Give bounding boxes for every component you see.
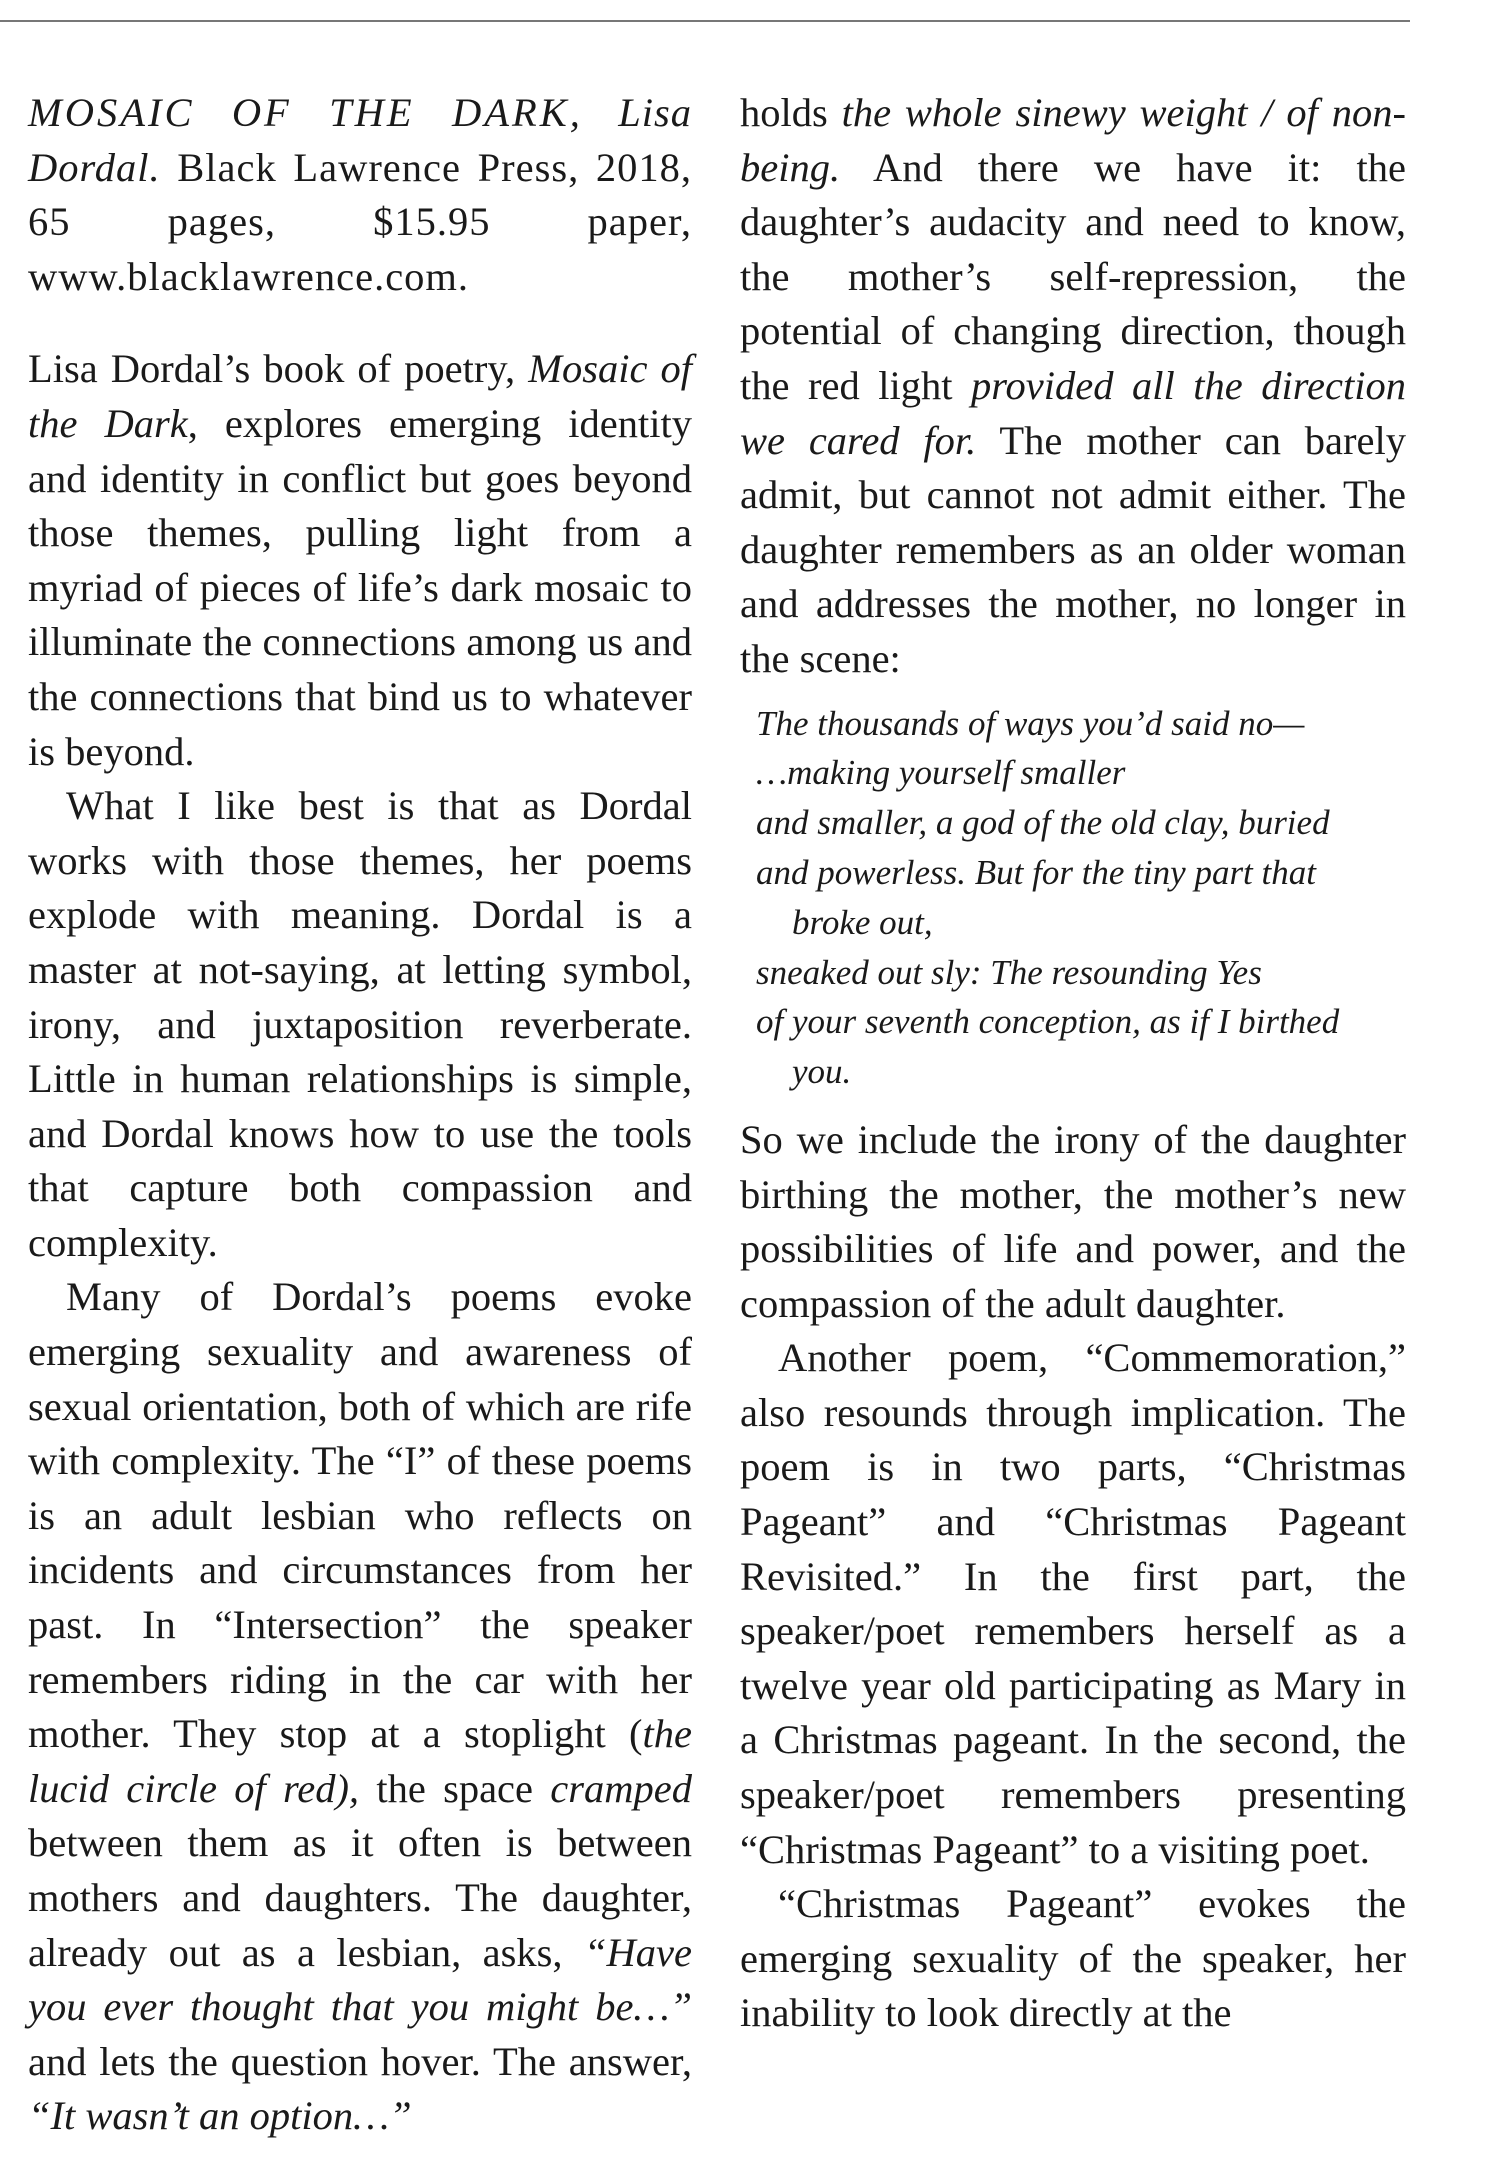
poem-line: …making yourself smaller bbox=[756, 753, 1126, 793]
book-title-inline: Mosaic of the Dark bbox=[28, 346, 692, 446]
quoted-phrase: the lucid circle of red), bbox=[28, 1711, 692, 1811]
review-paragraph-6: Another poem, “Commemoration,” also resounds through implication. The poem is in two parts, “Christmas Pageant” and “Christmas Pageant Revisited.” In the first part, the speaker/poet remembers herself as a twelve year old participating as Mary in a Christmas pageant. In the second, the speaker/poet remembers presenting “Christmas Pageant” to a visiting poet. bbox=[740, 1335, 1406, 1872]
book-details: Black Lawrence Press, 2018, 65 pages, $15.95 paper, www.blacklawrence.com. bbox=[28, 144, 692, 299]
poem-line: of your seventh conception, as if I birthed bbox=[756, 1002, 1340, 1042]
review-paragraph-4 bbox=[740, 86, 1406, 687]
review-paragraph-1 bbox=[28, 342, 692, 779]
text-run: holds bbox=[740, 90, 842, 135]
poem-excerpt bbox=[756, 699, 1406, 1097]
book-title: MOSAIC OF THE DARK, bbox=[28, 90, 583, 135]
text-run: the space bbox=[359, 1765, 551, 1811]
text-run: Lisa Dordal’s book of poetry, bbox=[28, 346, 529, 392]
poem-line: The thousands of ways you’d said no— bbox=[756, 703, 1305, 743]
text-run: Many of Dordal’s poems evoke emerging sexuality and awareness of sexual orientation, both of which are rife with complexity. The “I” of these poems is an adult lesbian who reflects on incidents and circumstances from her past. In “Intersection” the speaker remembers riding in the car with her mother. They stop at a stoplight ( bbox=[28, 1274, 692, 1757]
text-run: , explores emerging identity and identity in conflict but goes beyond those themes, pulling light from a myriad of pieces of life’s dark mosaic to illuminate the connections among us and the connections that bind us to whatever is beyond. bbox=[28, 400, 692, 774]
book-author: Lisa Dordal. bbox=[28, 90, 692, 190]
quoted-phrase: cramped bbox=[550, 1765, 692, 1811]
text-run: between them as it often is between mothers and daughters. The daughter, already out as a lesbian, asks, bbox=[28, 1820, 692, 1975]
review-paragraph-2: What I like best is that as Dordal works with those themes, her poems explode with meaning. Dordal is a master at not-saying, at letting symbol, irony, and juxtaposition reverberate. Little in human relationships is simple, and Dordal knows how to use the tools that capture both compassion and complexity. bbox=[28, 783, 692, 1265]
top-divider-line bbox=[0, 20, 1410, 22]
text-run: And there we have it: the daughter’s audacity and need to know, the mother’s self-repression, the potential of changing direction, though the red light bbox=[740, 144, 1406, 408]
quoted-phrase: “It wasn’t an option…” bbox=[28, 2093, 412, 2139]
quoted-phrase: the whole sinewy weight / of non-being. bbox=[740, 90, 1406, 190]
poem-line: and powerless. But for the tiny part that bbox=[756, 852, 1316, 892]
poem-line: sneaked out sly: The resounding Yes bbox=[756, 952, 1262, 992]
review-paragraph-7: “Christmas Pageant” evokes the emerging sexuality of the speaker, her inability to look directly at the bbox=[740, 1881, 1406, 2036]
quoted-phrase: “Have you ever thought that you might be…” bbox=[28, 1929, 692, 2030]
left-column bbox=[28, 86, 692, 2144]
quoted-phrase: provided all the direction we cared for. bbox=[740, 362, 1406, 463]
poem-line: and smaller, a god of the old clay, buried bbox=[756, 803, 1330, 843]
book-citation bbox=[28, 86, 692, 304]
right-column bbox=[740, 86, 1406, 2041]
review-paragraph-5: So we include the irony of the daughter birthing the mother, the mother’s new possibilities of life and power, and the compassion of the adult daughter. bbox=[740, 1116, 1406, 1326]
review-paragraph-3 bbox=[28, 1270, 692, 2144]
poem-line: you. bbox=[792, 1052, 852, 1092]
text-run: and lets the question hover. The answer, bbox=[28, 2038, 692, 2084]
text-run: The mother can barely admit, but cannot not admit either. The daughter remembers as an older woman and addresses the mother, no longer in the scene: bbox=[740, 417, 1406, 681]
poem-line: broke out, bbox=[792, 902, 933, 942]
